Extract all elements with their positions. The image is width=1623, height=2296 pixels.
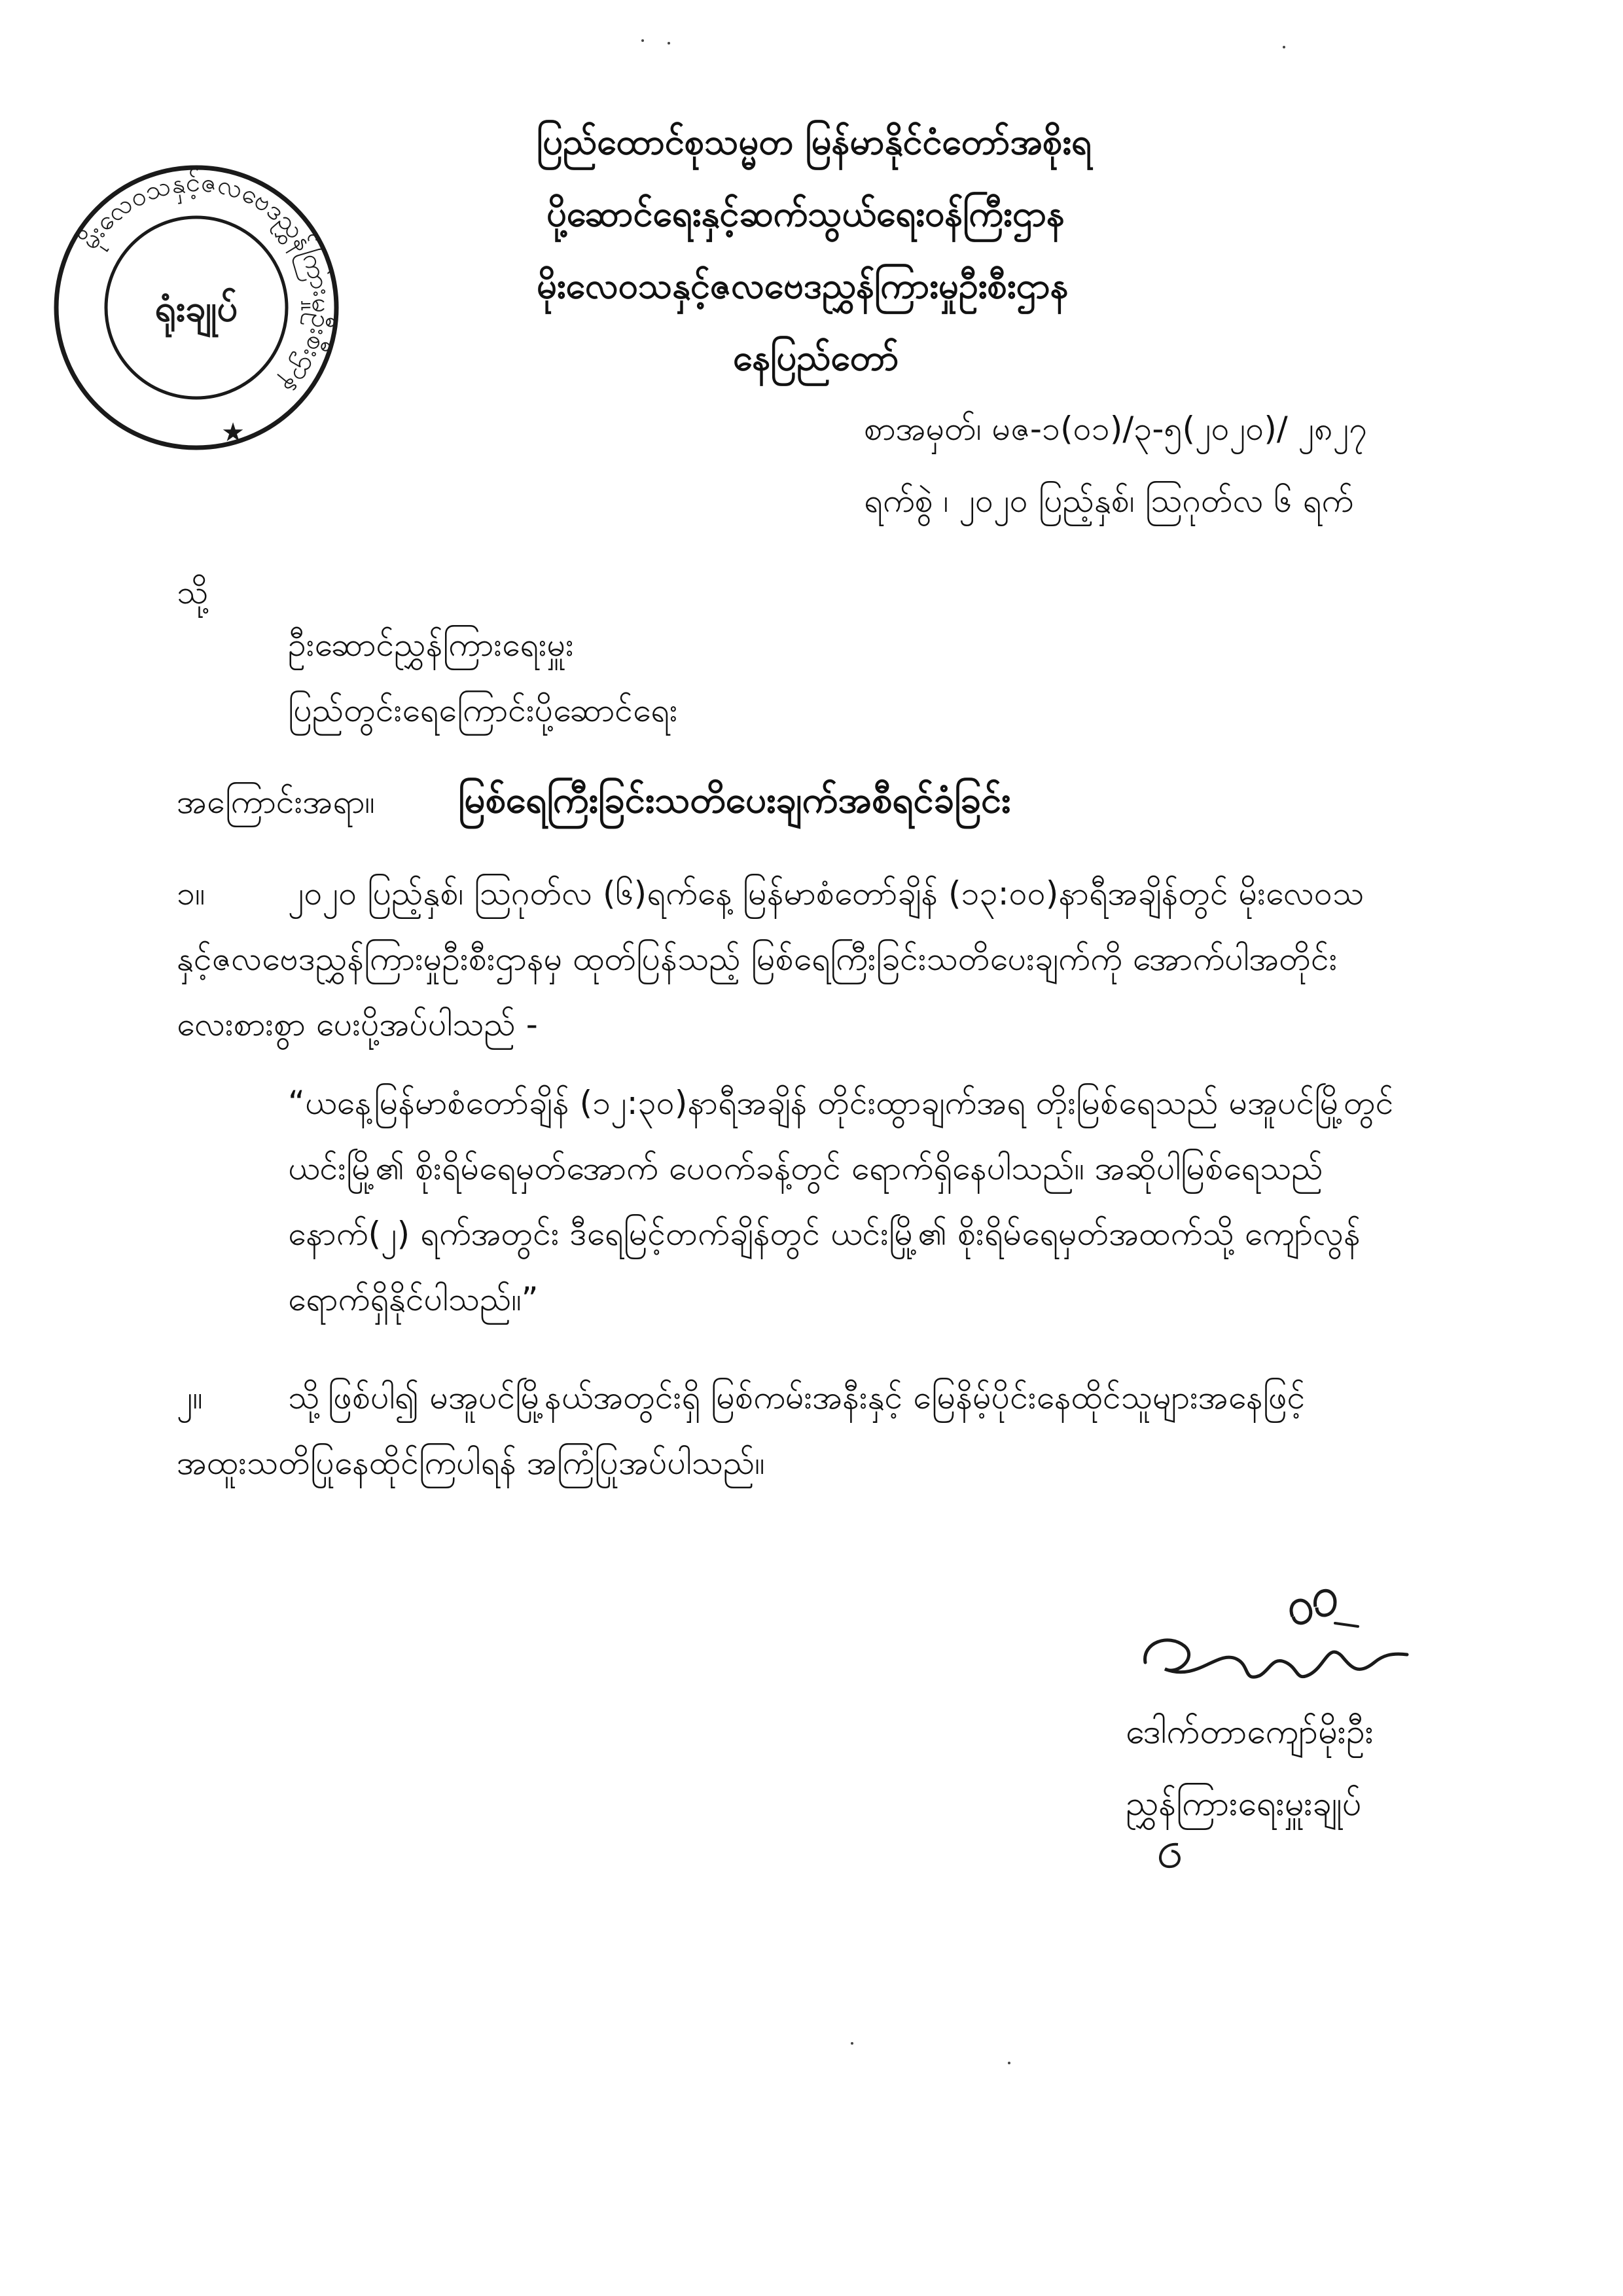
scan-speck	[668, 42, 670, 45]
paragraph-1-line-1: ၂၀၂၀ ပြည့်နှစ်၊ ဩဂုတ်လ (၆)ရက်နေ့ မြန်မာစံတော်ချိန် (၁၃:၀၀)နာရီအချိန်တွင် မိုးလေဝသ	[288, 874, 1364, 912]
letterhead-line-3: မိုးလေဝသနှင့်ဇလဗေဒညွှန်ကြားမှုဦးစီးဌာန	[537, 265, 1069, 306]
seal-ring-text: မိုးလေဝသနှင့်ဇလဗေဒညွှန်ကြားမှုဦးစီးဌာန	[74, 167, 338, 402]
seal-center-text: ရုံးချုပ်	[154, 287, 238, 330]
official-seal	[46, 157, 347, 458]
recipient-line-1: ဦးဆောင်ညွှန်ကြားရေးမှူး	[288, 626, 574, 664]
letterhead-line-2: ပို့ဆောင်ရေးနှင့်ဆက်သွယ်ရေးဝန်ကြီးဌာန	[546, 193, 1065, 234]
quote-line-3: နောက်(၂) ရက်အတွင်း ဒီရေမြင့်တက်ချိန်တွင် ယင်းမြို့၏ စိုးရိမ်ရေမှတ်အထက်သို့ ကျော်လွန်	[288, 1215, 1361, 1253]
paragraph-1-line-2: နှင့်ဇလဗေဒညွှန်ကြားမှုဦးစီးဌာနမှ ထုတ်ပြန်သည့် မြစ်ရေကြီးခြင်းသတိပေးချက်ကို အောက်ပါအတိုင်း	[177, 940, 1338, 978]
letterhead-line-1: ပြည်ထောင်စုသမ္မတ မြန်မာနိုင်ငံတော်အစိုးရ	[537, 121, 1092, 162]
paragraph-1-number: ၁။	[177, 874, 205, 912]
subject-label: အကြောင်းအရာ။	[177, 783, 375, 821]
letter-date: ရက်စွဲ ၊ ၂၀၂၀ ပြည့်နှစ်၊ ဩဂုတ်လ ၆ ရက်	[864, 482, 1354, 520]
scan-speck	[1283, 46, 1285, 48]
recipient-to: သို့	[177, 573, 209, 611]
recipient-line-2: ပြည်တွင်းရေကြောင်းပို့ဆောင်ရေး	[288, 691, 678, 729]
quote-line-1: “ယနေ့မြန်မာစံတော်ချိန် (၁၂:၃၀)နာရီအချိန် တိုင်းထွာချက်အရ တိုးမြစ်ရေသည် မအူပင်မြို့တွင်	[288, 1084, 1394, 1122]
letterhead-city: နေပြည်တော်	[733, 337, 899, 378]
signatory-name: ဒေါက်တာကျော်မိုးဦး	[1126, 1712, 1374, 1751]
quote-line-2: ယင်းမြို့၏ စိုးရိမ်ရေမှတ်အောက် ပေ၀က်ခန့်တွင် ရောက်ရှိနေပါသည်။ အဆိုပါမြစ်ရေသည်	[288, 1149, 1323, 1187]
scan-speck	[641, 39, 644, 42]
paragraph-1-line-3: လေးစားစွာ ပေးပို့အပ်ပါသည် -	[177, 1005, 538, 1043]
quote-line-4: ရောက်ရှိနိုင်ပါသည်။”	[288, 1280, 539, 1318]
paragraph-2-line-1: သို့ဖြစ်ပါ၍ မအူပင်မြို့နယ်အတွင်းရှိ မြစ်ကမ်းအနီးနှင့် မြေနိမ့်ပိုင်းနေထိုင်သူများအနေဖြင့်	[288, 1378, 1306, 1416]
letter-number: စာအမှတ်၊ မဇ-၁(၀၁)/၃-၅(၂၀၂၀)/ ၂၈၂၇	[864, 410, 1368, 448]
signatory-title: ညွှန်ကြားရေးမှူးချုပ်	[1126, 1784, 1362, 1823]
scan-speck	[1008, 2062, 1010, 2064]
paragraph-2-number: ၂။	[177, 1378, 203, 1416]
paragraph-2-line-2: အထူးသတိပြုနေထိုင်ကြပါရန် အကြံပြုအပ်ပါသည်။	[177, 1444, 765, 1482]
scan-speck	[851, 2042, 853, 2045]
handwritten-signature	[1139, 1571, 1414, 1702]
subject-title: မြစ်ရေကြီးခြင်းသတိပေးချက်အစီရင်ခံခြင်း	[458, 779, 1011, 821]
initial-mark	[1152, 1839, 1191, 1872]
seal-star: ★	[221, 418, 245, 448]
